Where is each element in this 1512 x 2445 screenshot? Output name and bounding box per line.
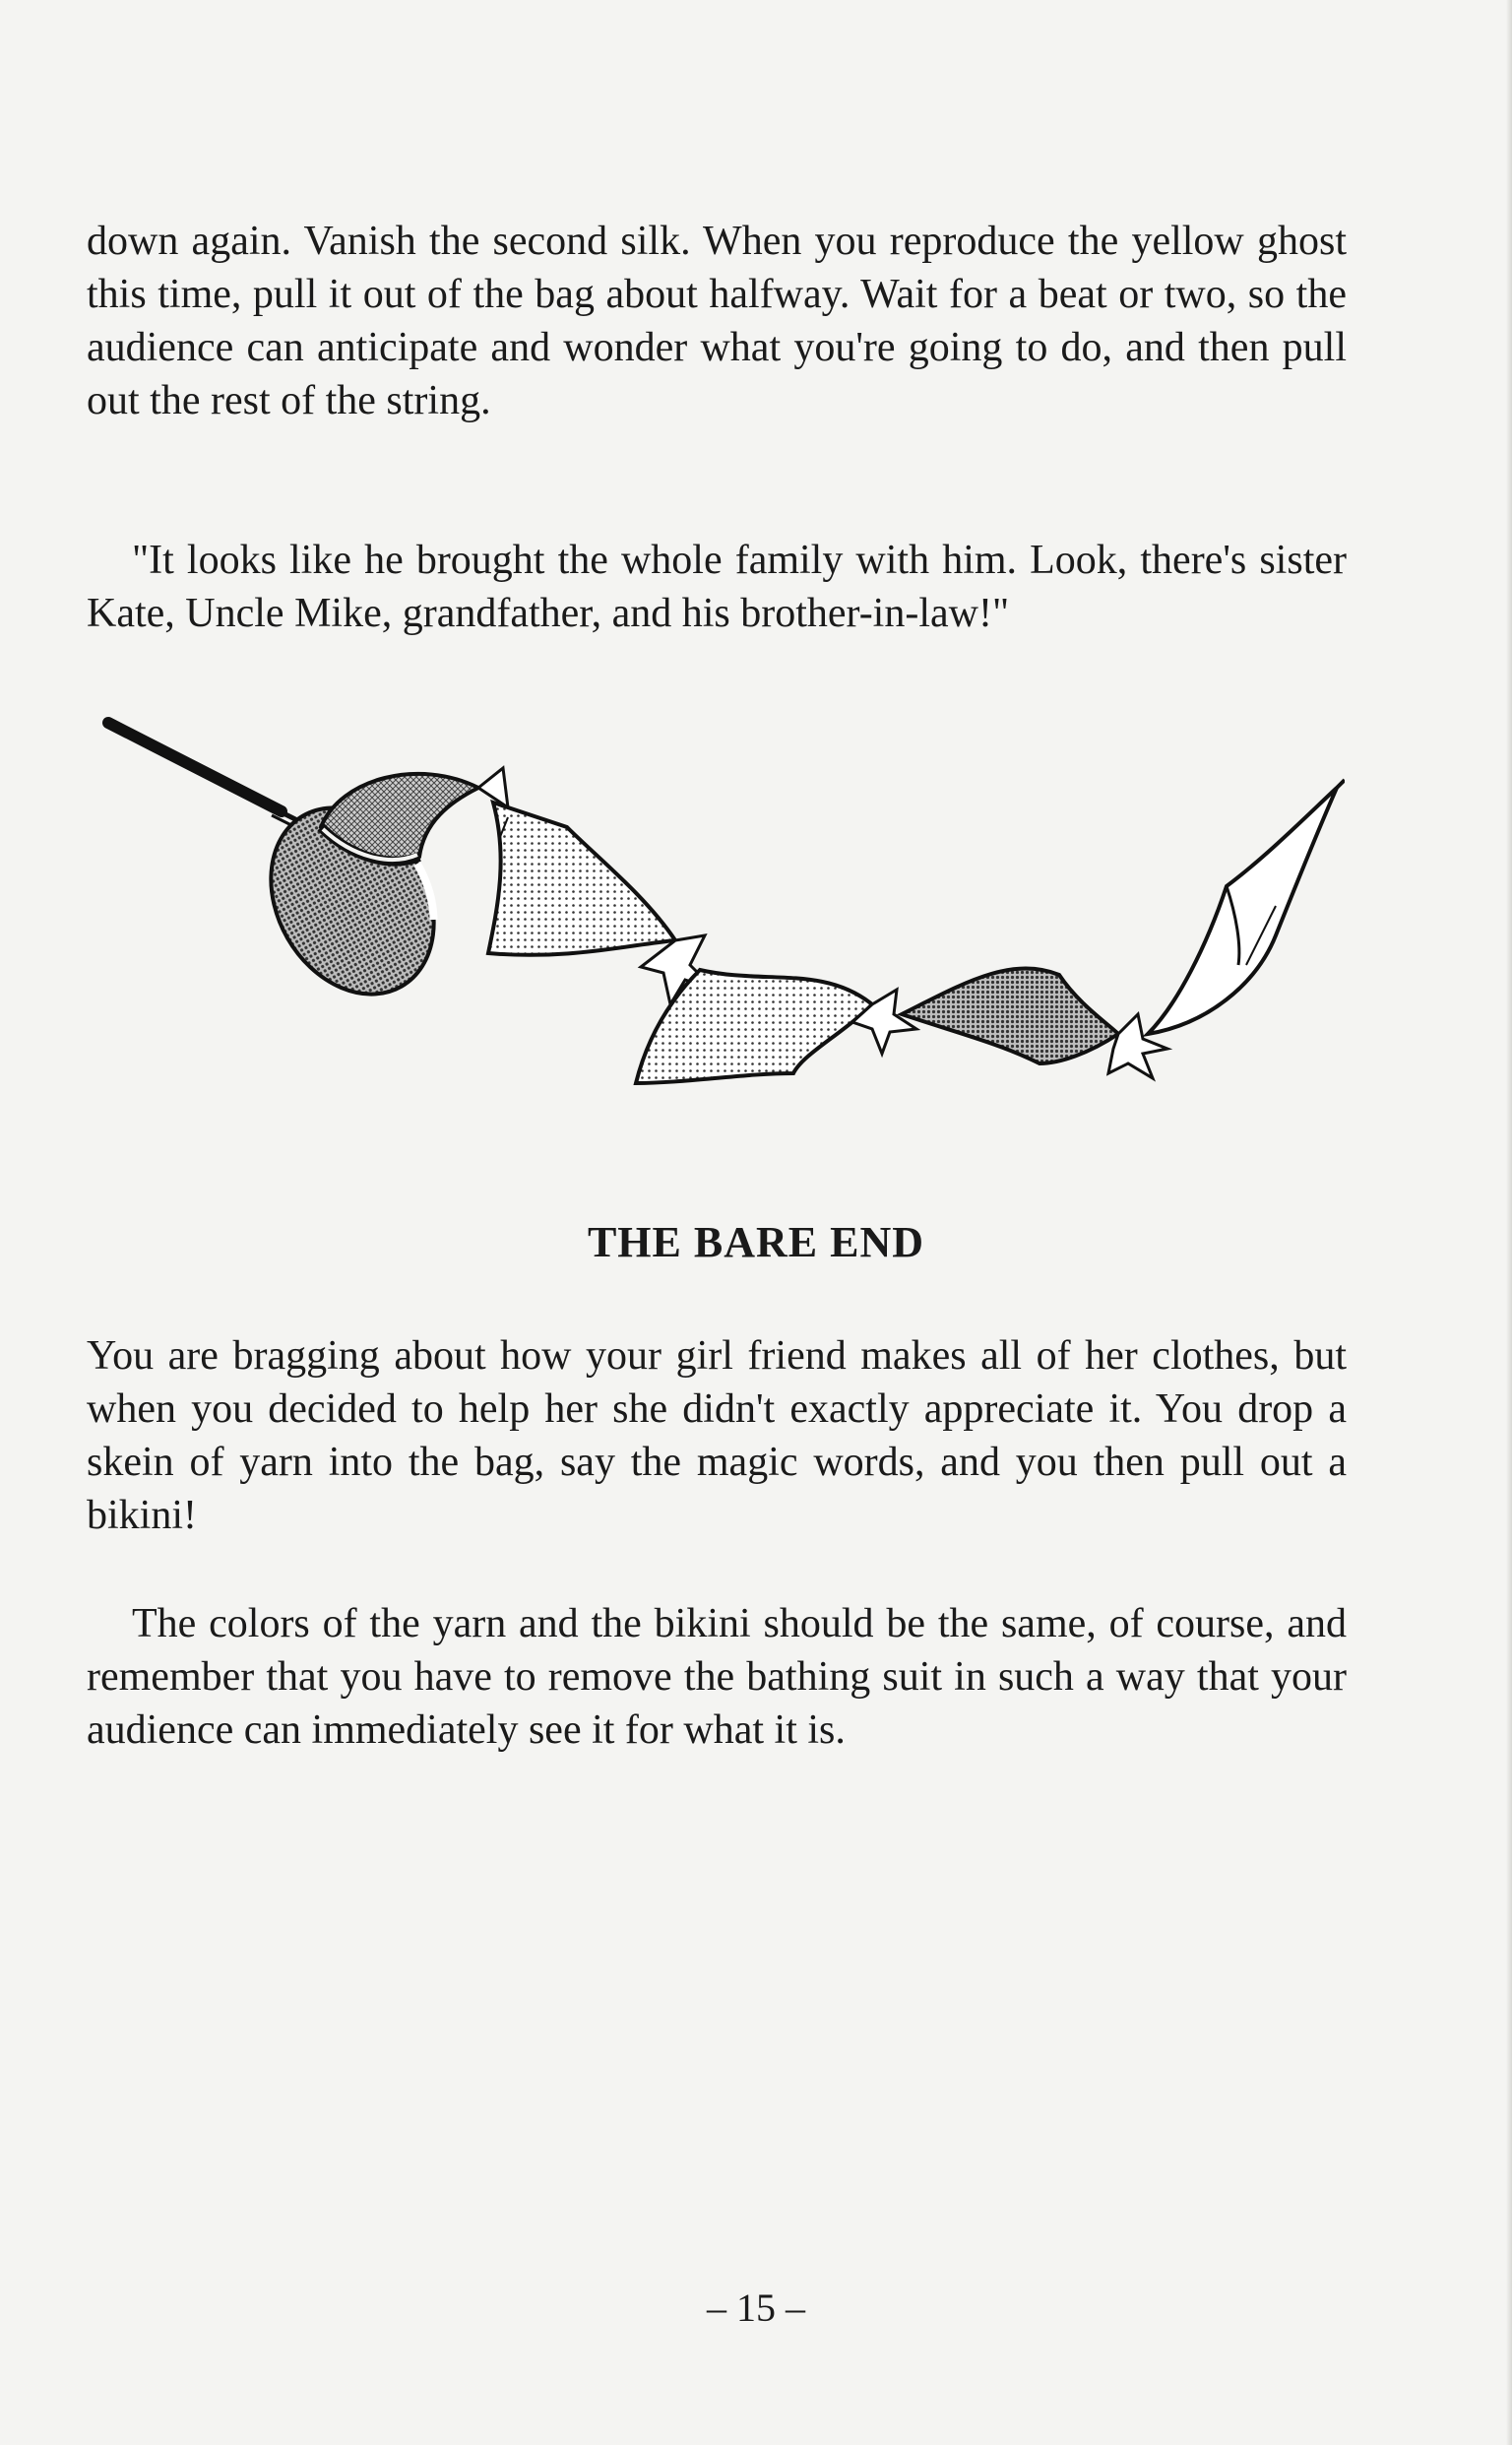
paragraph-body: You are bragging about how your girl friend makes all of her clothes, but when you decided to help her she didn't exactly appreciate it. You drop a skein of yarn into the bag, say the magic words, and you then pull out a bikini!	[87, 1333, 1347, 1538]
paragraph-quote: "It looks like he brought the whole family with him. Look, there's sister Kate, Uncle Mike, grandfather, and his brother-in-law!"	[87, 538, 1347, 636]
silk-1	[478, 768, 675, 955]
section-heading: THE BARE END	[587, 1218, 925, 1266]
silk-4	[1148, 780, 1345, 1034]
silk-3	[902, 969, 1118, 1063]
paragraph-body: The colors of the yarn and the bikini should be the same, of course, and remember that you have to remove the bathing suit in such a way that your audience can immediately see it for what it is.	[87, 1601, 1347, 1753]
page-number: – 15 –	[707, 2285, 805, 2330]
paragraph-continuation: down again. Vanish the second silk. When you reproduce the yellow ghost this time, pull it out of the bag about halfway. Wait for a beat or two, so the audience can anticipate and wonder what you're going to do, and then pull out the rest of the string.	[87, 219, 1347, 423]
change-bag-silks-illustration	[94, 709, 1345, 1103]
